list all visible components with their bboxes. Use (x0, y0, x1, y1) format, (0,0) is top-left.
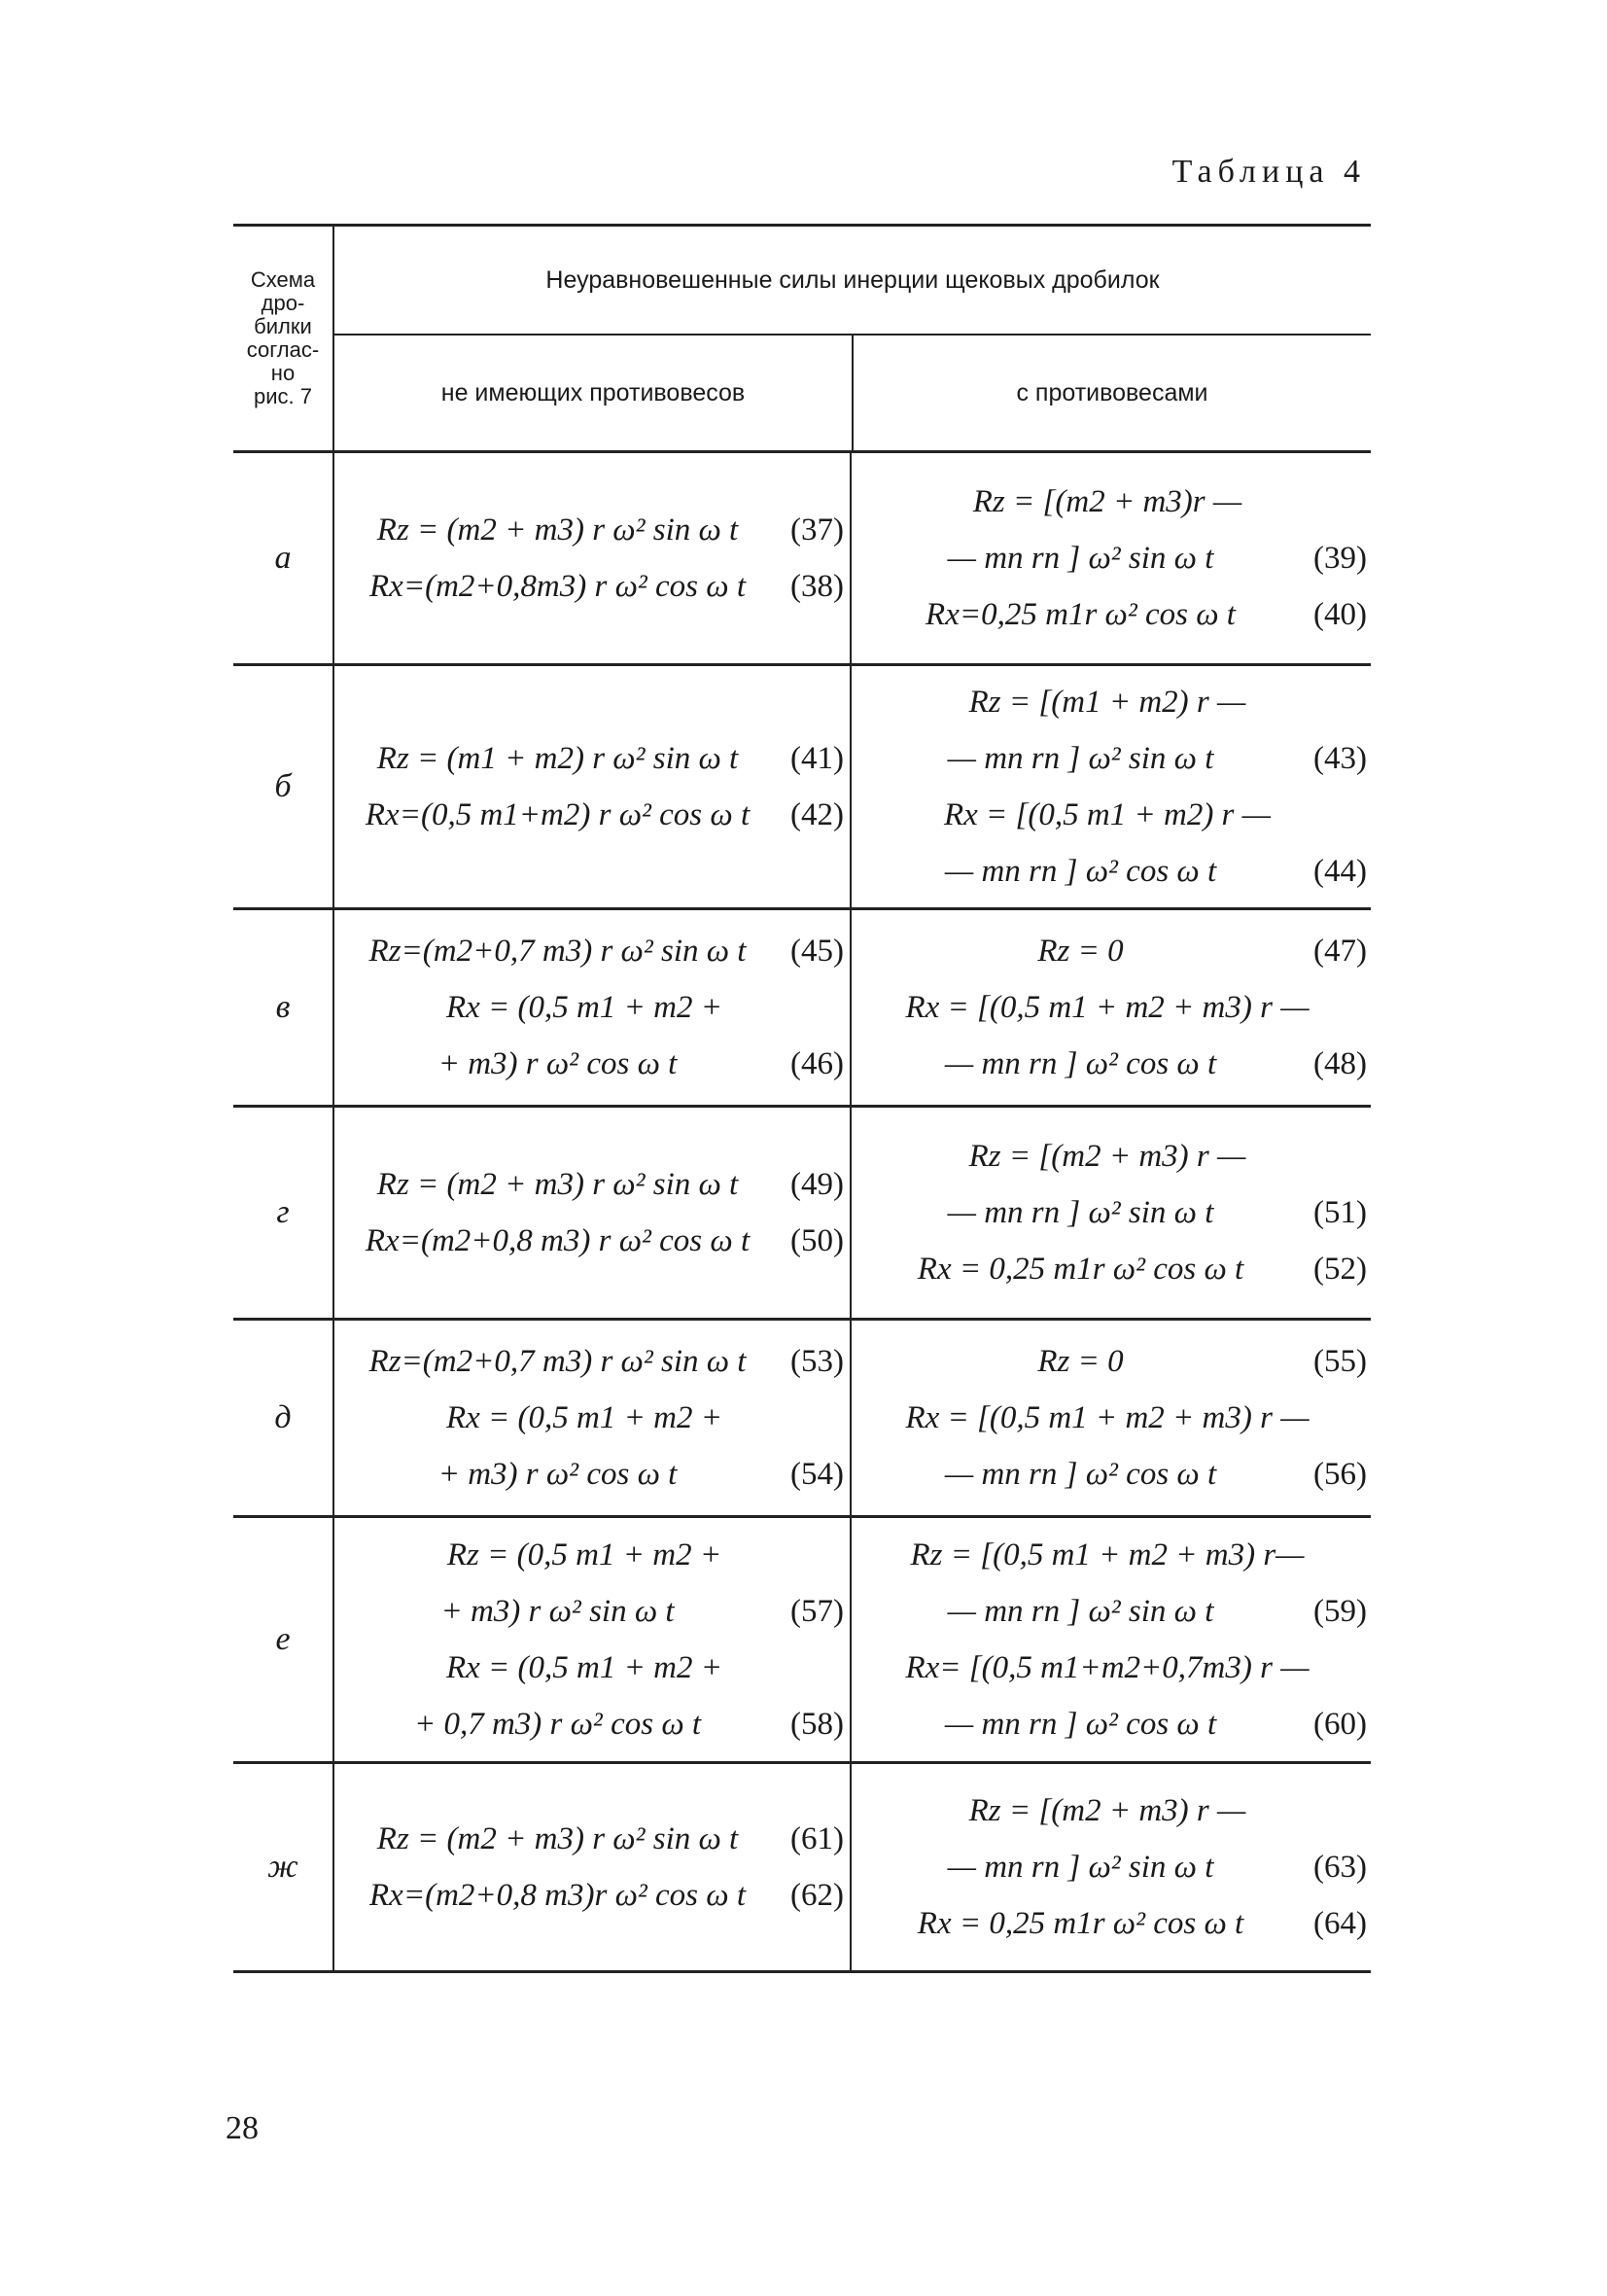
equation-number: (46) (790, 1046, 844, 1081)
formulas-with-counterweight (852, 1321, 1371, 1515)
formula-line (338, 730, 844, 787)
formula-expression: Rx = 0,25 m1r ω² cos ω t (917, 1906, 1244, 1941)
equation-number: (45) (790, 934, 844, 969)
formulas-no-counterweight (334, 910, 852, 1105)
formula-expression: + m3) r ω² sin ω t (440, 1594, 675, 1629)
formula-expression: Rx = (0,5 m1 + m2 + (445, 1650, 722, 1685)
formula-line (861, 1446, 1367, 1502)
formulas-no-counterweight (334, 1518, 852, 1761)
formula-expression: Rx=(m2+0,8 m3) r ω² cos ω t (365, 1223, 751, 1258)
scheme-header-line: рис. 7 (254, 384, 312, 408)
formula-line (338, 787, 844, 843)
formula-expression: Rx=(m2+0,8 m3)r ω² cos ω t (369, 1878, 746, 1913)
scheme-header-line: Схема (250, 267, 316, 292)
formula-expression: + 0,7 m3) r ω² cos ω t (413, 1707, 702, 1742)
formula-expression: Rz = [(0,5 m1 + m2 + m3) r— (910, 1537, 1305, 1572)
formula-expression: — mп rп ] ω² cos ω t (944, 854, 1217, 889)
table-header (233, 227, 1371, 453)
formula-line (861, 1128, 1367, 1184)
equation-number: (44) (1313, 854, 1367, 889)
formula-line (861, 1241, 1367, 1297)
formula-line (861, 787, 1367, 843)
table-caption: Таблица 4 (1171, 154, 1366, 190)
scheme-header-line: билки (254, 314, 312, 338)
equation-number: (59) (1313, 1594, 1367, 1629)
table-row (233, 1321, 1371, 1518)
scheme-header-line: соглас- (246, 337, 320, 362)
formula-line (338, 1446, 844, 1502)
formula-line (861, 586, 1367, 643)
formula-line (861, 1640, 1367, 1696)
formula-expression: — mп rп ] ω² cos ω t (944, 1457, 1217, 1492)
formula-line (338, 1583, 844, 1640)
equation-number: (49) (790, 1167, 844, 1202)
formula-expression: Rx = (0,5 m1 + m2 + (445, 990, 722, 1025)
scheme-header-line: но (270, 361, 296, 385)
formula-expression: Rz = (m1 + m2) r ω² sin ω t (376, 741, 739, 776)
formula-expression: Rz = [(m2 + m3) r — (968, 1139, 1246, 1174)
formula-expression: — mп rп ] ω² cos ω t (944, 1046, 1217, 1081)
formula-line (861, 1839, 1367, 1895)
equation-number: (62) (790, 1878, 844, 1913)
equation-number: (57) (790, 1594, 844, 1629)
formulas-no-counterweight (334, 1321, 852, 1515)
formula-expression: Rx = [(0,5 m1 + m2) r — (943, 797, 1271, 832)
formulas-with-counterweight (852, 1108, 1371, 1318)
formula-expression: — mп rп ] ω² cos ω t (944, 1707, 1217, 1742)
formula-line (861, 1783, 1367, 1839)
formula-expression: Rz = 0 (1037, 1344, 1124, 1379)
equation-number: (37) (790, 512, 844, 548)
formula-line (338, 558, 844, 615)
formula-expression: — mп rп ] ω² sin ω t (947, 1195, 1214, 1230)
equation-number: (63) (1313, 1850, 1367, 1885)
formula-line (861, 1583, 1367, 1640)
formula-expression: Rz = (m2 + m3) r ω² sin ω t (376, 512, 739, 548)
formula-line (861, 1390, 1367, 1446)
formula-expression: Rz = (0,5 m1 + m2 + (446, 1537, 722, 1572)
scheme-header-line: дро- (261, 291, 305, 315)
formula-line (861, 730, 1367, 787)
equation-number: (39) (1313, 541, 1367, 576)
formulas-with-counterweight (852, 666, 1371, 907)
formula-expression: Rz=(m2+0,7 m3) r ω² sin ω t (368, 1344, 747, 1379)
table-row (233, 1518, 1371, 1764)
formula-expression: — mп rп ] ω² sin ω t (947, 1594, 1214, 1629)
formula-line (861, 1895, 1367, 1952)
formula-expression: Rz = (m2 + m3) r ω² sin ω t (376, 1821, 739, 1856)
equation-number: (64) (1313, 1906, 1367, 1941)
equation-number: (55) (1313, 1344, 1367, 1379)
scheme-label: д (233, 1321, 334, 1515)
formula-expression: Rx=0,25 m1r ω² cos ω t (926, 597, 1236, 632)
formula-expression: Rx = [(0,5 m1 + m2 + m3) r — (905, 1400, 1310, 1435)
formula-expression: Rx = 0,25 m1r ω² cos ω t (917, 1252, 1244, 1287)
equation-number: (42) (790, 797, 844, 832)
equation-number: (41) (790, 741, 844, 776)
formula-line (338, 1527, 844, 1583)
formula-line (861, 1696, 1367, 1752)
formula-expression: Rz = 0 (1037, 934, 1124, 969)
formula-line (861, 1036, 1367, 1092)
table-row (233, 1764, 1371, 1973)
formula-expression: Rz = [(m2 + m3)r — (972, 484, 1242, 519)
formula-expression: Rz = [(m2 + m3) r — (968, 1793, 1246, 1828)
formula-expression: Rx = [(0,5 m1 + m2 + m3) r — (905, 990, 1310, 1025)
equation-number: (50) (790, 1223, 844, 1258)
equation-number: (40) (1313, 597, 1367, 632)
formula-expression: Rx= [(0,5 m1+m2+0,7m3) r — (905, 1650, 1310, 1685)
counterweight-header: с противовесами (1016, 378, 1208, 406)
forces-header-group (334, 227, 1371, 450)
scheme-label: в (233, 910, 334, 1105)
no-counterweight-header: не имеющих противовесов (334, 336, 854, 450)
formula-line (338, 1867, 844, 1924)
formula-line (338, 1333, 844, 1390)
formula-line (338, 923, 844, 979)
formula-line (338, 979, 844, 1036)
scheme-label: г (233, 1108, 334, 1318)
formula-line (861, 979, 1367, 1036)
equation-number: (58) (790, 1707, 844, 1742)
formula-line (861, 530, 1367, 586)
formulas-no-counterweight (334, 666, 852, 907)
table-body (233, 453, 1371, 1973)
scheme-label: б (233, 666, 334, 907)
formula-line (861, 1527, 1367, 1583)
formula-expression: Rx=(0,5 m1+m2) r ω² cos ω t (365, 797, 751, 832)
formula-line (861, 474, 1367, 530)
formula-line (338, 1213, 844, 1269)
formula-line (861, 923, 1367, 979)
equation-number: (38) (790, 569, 844, 604)
scheme-label: а (233, 453, 334, 663)
formula-line (338, 1696, 844, 1752)
formula-expression: Rz = [(m1 + m2) r — (968, 685, 1246, 720)
formula-expression: — mп rп ] ω² sin ω t (947, 541, 1214, 576)
equation-number: (53) (790, 1344, 844, 1379)
formulas-with-counterweight (852, 910, 1371, 1105)
formula-line (861, 1184, 1367, 1241)
formulas-with-counterweight (852, 453, 1371, 663)
equation-number: (61) (790, 1821, 844, 1856)
formulas-with-counterweight (852, 1764, 1371, 1970)
formula-line (338, 1036, 844, 1092)
equation-number: (56) (1313, 1457, 1367, 1492)
formula-expression: Rx = (0,5 m1 + m2 + (445, 1400, 722, 1435)
formula-expression: Rx=(m2+0,8m3) r ω² cos ω t (369, 569, 746, 604)
equation-number: (43) (1313, 741, 1367, 776)
forces-subheaders (334, 336, 1371, 450)
table-row (233, 666, 1371, 910)
formulas-no-counterweight (334, 1764, 852, 1970)
formula-line (861, 843, 1367, 900)
formulas-no-counterweight (334, 1108, 852, 1318)
page-number: 28 (226, 2110, 259, 2146)
equation-number: (52) (1313, 1252, 1367, 1287)
table-row (233, 453, 1371, 666)
formula-expression: + m3) r ω² cos ω t (437, 1046, 678, 1081)
table-row (233, 910, 1371, 1108)
formula-expression: + m3) r ω² cos ω t (437, 1457, 678, 1492)
table-row (233, 1108, 1371, 1321)
inertia-forces-table (233, 224, 1371, 1973)
formula-line (338, 1156, 844, 1213)
equation-number: (47) (1313, 934, 1367, 969)
formula-line (338, 1811, 844, 1867)
forces-header-title: Неуравновешенные силы инерции щековых дробилок (334, 227, 1371, 336)
formula-line (338, 502, 844, 558)
formula-expression: — mп rп ] ω² sin ω t (947, 1850, 1214, 1885)
formula-line (338, 1640, 844, 1696)
equation-number: (48) (1313, 1046, 1367, 1081)
scheme-label: ж (233, 1764, 334, 1970)
formula-expression: Rz=(m2+0,7 m3) r ω² sin ω t (368, 934, 747, 969)
formula-line (861, 674, 1367, 730)
scheme-label: е (233, 1518, 334, 1761)
formulas-with-counterweight (852, 1518, 1371, 1761)
equation-number: (60) (1313, 1707, 1367, 1742)
formulas-no-counterweight (334, 453, 852, 663)
formula-expression: — mп rп ] ω² sin ω t (947, 741, 1214, 776)
formula-line (861, 1333, 1367, 1390)
formula-line (338, 1390, 844, 1446)
formula-expression: Rz = (m2 + m3) r ω² sin ω t (376, 1167, 739, 1202)
equation-number: (51) (1313, 1195, 1367, 1230)
equation-number: (54) (790, 1457, 844, 1492)
scheme-column-header (233, 227, 334, 450)
